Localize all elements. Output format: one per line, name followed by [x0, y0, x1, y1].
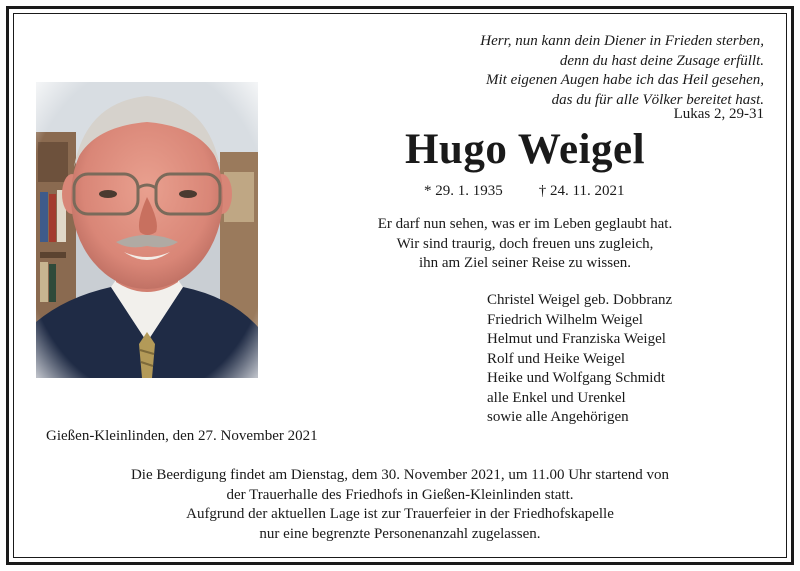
verse-line: das du für alle Völker bereitet hast. — [551, 91, 764, 108]
deceased-name: Hugo Weigel — [404, 126, 646, 173]
life-dates — [424, 181, 624, 201]
bible-verse — [344, 32, 764, 110]
birth-date: * 29. 1. 1935 — [424, 183, 503, 199]
mourner-entry: sowie alle Angehörigen — [487, 409, 629, 425]
mourner-entry: Friedrich Wilhelm Weigel — [487, 311, 643, 328]
mourner-entry: alle Enkel und Urenkel — [487, 389, 626, 406]
mourner-entry: Heike und Wolfgang Schmidt — [487, 370, 666, 386]
motto-line: Wir sind traurig, doch freuen uns zugleich, — [396, 235, 654, 252]
death-date: † 24. 11. 2021 — [538, 183, 625, 199]
mourner-entry: Helmut und Franziska Weigel — [487, 331, 666, 347]
verse-reference: Lukas 2, 29-31 — [673, 106, 764, 122]
funeral-line: der Trauerhalle des Friedhofs in Gießen-Kleinlinden statt. — [226, 486, 574, 503]
motto-line: ihn am Ziel seiner Reise zu wissen. — [418, 255, 632, 271]
portrait-photo — [36, 82, 258, 378]
verse-line: Mit eigenen Augen habe ich das Heil gesehen, — [486, 72, 764, 88]
verse-line: denn du hast deine Zusage erfüllt. — [559, 52, 764, 69]
mourner-entry: Rolf und Heike Weigel — [487, 350, 626, 367]
memorial-motto — [345, 215, 705, 274]
motto-line: Er darf nun sehen, was er im Leben geglaubt hat. — [377, 216, 673, 232]
funeral-line: nur eine begrenzte Personenanzahl zugelassen. — [259, 525, 541, 542]
mourners-list — [487, 291, 672, 428]
funeral-notice — [80, 466, 720, 544]
mourner-entry: Christel Weigel geb. Dobbranz — [487, 292, 673, 308]
funeral-line: Die Beerdigung findet am Dienstag, dem 30. November 2021, um 11.00 Uhr startend von — [130, 467, 670, 483]
place-and-date: Gießen-Kleinlinden, den 27. November 2021 — [46, 428, 318, 444]
verse-line: Herr, nun kann dein Diener in Frieden sterben, — [480, 33, 764, 49]
funeral-line: Aufgrund der aktuellen Lage ist zur Trauerfeier in der Friedhofskapelle — [186, 506, 614, 522]
